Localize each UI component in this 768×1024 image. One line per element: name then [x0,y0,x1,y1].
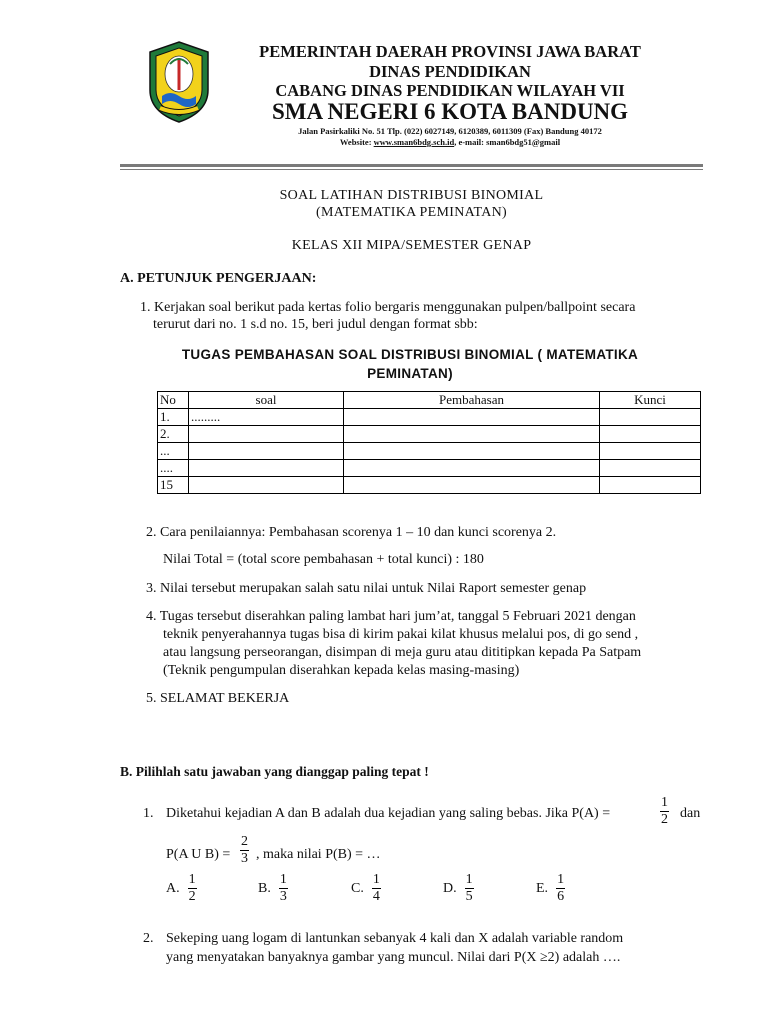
table-cell [344,477,600,494]
table-header: Pembahasan [344,392,600,409]
option-b[interactable] [258,872,288,905]
option-label: E. [536,880,549,896]
header-school-name: SMA NEGERI 6 KOTA BANDUNG [271,99,629,124]
header-department: DINAS PENDIDIKAN [369,62,531,81]
option-a[interactable] [166,872,197,905]
table-header: soal [189,392,344,409]
fraction-denominator: 2 [188,889,196,904]
header-branch: CABANG DINAS PENDIDIKAN WILAYAH VII [275,81,625,100]
header-rule-thin [120,169,703,170]
instruction-4-line1: 4. Tugas tersebut diserahkan paling lambat hari jum’at, tanggal 5 Februari 2021 dengan [146,609,636,624]
option-label: C. [351,880,364,896]
table-cell: 15 [158,477,189,494]
question-1-text: Diketahui kejadian A dan B adalah dua kejadian yang saling bebas. Jika P(A) = [166,806,611,821]
question-1-line2-suffix: , maka nilai P(B) = … [256,847,381,862]
table-cell: ... [158,443,189,460]
table-row [158,426,701,443]
fraction-denominator: 3 [279,889,287,904]
question-1-pa-fraction [660,795,669,828]
table-cell [344,426,600,443]
doc-subtitle: (MATEMATIKA PEMINATAN) [316,205,507,220]
option-label: A. [166,880,180,896]
option-label: D. [443,880,457,896]
fraction-numerator: 1 [188,872,196,887]
assignment-title-line1: TUGAS PEMBAHASAN SOAL DISTRIBUSI BINOMIAL ( MATEMATIKA [181,347,639,362]
table-cell [344,409,600,426]
fraction-numerator: 1 [465,872,473,887]
email-label: , e-mail: [454,137,487,147]
fraction-denominator: 6 [557,889,565,904]
table-row [158,460,701,477]
fraction-numerator: 2 [241,834,248,849]
fraction-numerator: 1 [372,872,380,887]
table-header: Kunci [600,392,701,409]
question-1-number: 1. [143,806,154,821]
table-row [158,477,701,494]
table-row [158,443,701,460]
option-label: B. [258,880,271,896]
table-cell [189,477,344,494]
table-cell: 1. [158,409,189,426]
table-cell [189,443,344,460]
fraction-numerator: 1 [557,872,565,887]
table-cell: ......... [189,409,344,426]
table-header-row [158,392,701,409]
instruction-4-line4: (Teknik pengumpulan diserahkan kepada kelas masing-masing) [163,663,520,678]
question-2-number: 2. [143,931,154,946]
website-link[interactable]: www.sman6bdg.sch.id [373,137,455,147]
table-cell [600,460,701,477]
instruction-4-line3: atau langsung perseorangan, disimpan di meja guru atau dititipkan kepada Pa Satpam [163,645,642,660]
instruction-2: 2. Cara penilaiannya: Pembahasan scorenya 1 – 10 dan kunci scorenya 2. [146,525,557,540]
table-cell [189,426,344,443]
header-rule-thick [120,164,703,167]
section-a-heading: A. PETUNJUK PENGERJAAN: [120,271,317,286]
format-table [157,391,701,494]
fraction-numerator: 1 [661,795,668,810]
option-c[interactable] [351,872,381,905]
question-2-line2: yang menyatakan banyaknya gambar yang muncul. Nilai dari P(X ≥2) adalah …. [166,950,621,965]
doc-title: SOAL LATIHAN DISTRIBUSI BINOMIAL [279,188,544,203]
table-cell [600,477,701,494]
table-cell [344,460,600,477]
instruction-4-line2: teknik penyerahannya tugas bisa di kirim pakai kilat khusus melalui pos, di go send , [163,627,639,642]
header-government: PEMERINTAH DAERAH PROVINSI JAWA BARAT [259,42,641,61]
instruction-1-line1: 1. Kerjakan soal berikut pada kertas folio bergaris menggunakan pulpen/ballpoint secara [140,300,636,315]
fraction-denominator: 4 [372,889,380,904]
fraction-denominator: 3 [241,851,248,866]
table-cell [189,460,344,477]
table-header: No [158,392,189,409]
table-cell [600,426,701,443]
assignment-title-line2: PEMINATAN) [367,366,453,381]
doc-class: KELAS XII MIPA/SEMESTER GENAP [291,238,532,253]
instruction-3: 3. Nilai tersebut merupakan salah satu nilai untuk Nilai Raport semester genap [146,581,587,596]
question-1-pab-fraction [240,834,249,867]
question-1-dan: dan [680,806,701,821]
table-cell [600,443,701,460]
table-cell: 2. [158,426,189,443]
instruction-5: 5. SELAMAT BEKERJA [146,691,290,706]
option-d[interactable] [443,872,474,905]
option-e[interactable] [536,872,565,905]
fraction-denominator: 2 [661,812,668,827]
question-1-line2-prefix: P(A U B) = [166,847,231,862]
table-row [158,409,701,426]
instruction-1-line2: terurut dari no. 1 s.d no. 15, beri judul dengan format sbb: [153,317,478,332]
header-contact [200,137,700,147]
header-address: Jalan Pasirkaliki No. 51 Tlp. (022) 6027149, 6120389, 6011309 (Fax) Bandung 40172 [298,126,602,136]
fraction-numerator: 1 [279,872,287,887]
question-2-line1: Sekeping uang logam di lantunkan sebanyak 4 kali dan X adalah variable random [166,931,624,946]
assignment-title [140,345,680,383]
email-address: sman6bdg51@gmail [486,137,561,147]
table-cell [600,409,701,426]
instruction-2-formula: Nilai Total = (total score pembahasan + total kunci) : 180 [163,552,484,567]
section-b-heading: B. Pilihlah satu jawaban yang dianggap paling tepat ! [120,764,429,779]
table-cell: .... [158,460,189,477]
fraction-denominator: 5 [465,889,473,904]
table-cell [344,443,600,460]
website-label: Website: [339,137,374,147]
